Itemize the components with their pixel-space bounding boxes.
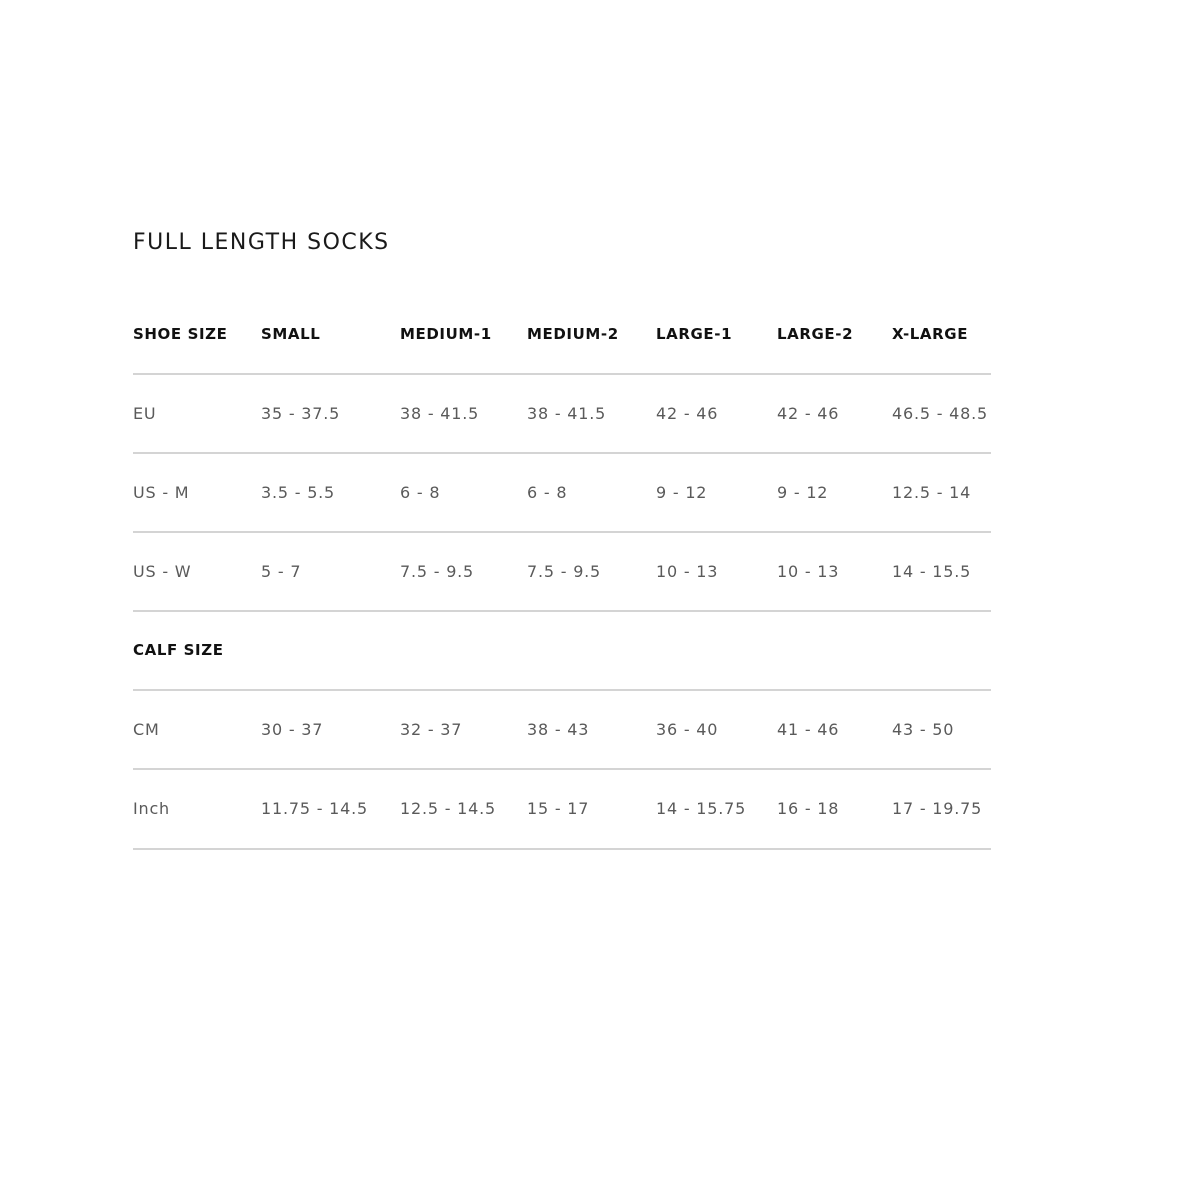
- table-cell: 10 - 13: [656, 562, 719, 581]
- row-label: US - W: [133, 562, 192, 581]
- shoe-size-header-row: [133, 296, 991, 375]
- table-cell: 6 - 8: [400, 483, 441, 502]
- table-cell: 16 - 18: [777, 799, 840, 818]
- table-cell: 43 - 50: [892, 720, 955, 739]
- table-cell: 17 - 19.75: [892, 799, 983, 818]
- table-cell: 5 - 7: [261, 562, 302, 581]
- section-header: CALF SIZE: [133, 641, 224, 659]
- table-cell: 7.5 - 9.5: [527, 562, 602, 581]
- table-cell: 6 - 8: [527, 483, 568, 502]
- table-cell: 38 - 41.5: [400, 404, 480, 423]
- table-cell: 46.5 - 48.5: [892, 404, 988, 423]
- column-header: SMALL: [261, 325, 321, 343]
- table-cell: 35 - 37.5: [261, 404, 341, 423]
- table-cell: 15 - 17: [527, 799, 590, 818]
- table-cell: 42 - 46: [656, 404, 719, 423]
- column-header: LARGE-1: [656, 325, 733, 343]
- table-cell: 30 - 37: [261, 720, 324, 739]
- table-cell: 42 - 46: [777, 404, 840, 423]
- table-cell: 14 - 15.5: [892, 562, 972, 581]
- table-cell: 12.5 - 14.5: [400, 799, 496, 818]
- table-row: [133, 454, 991, 533]
- column-header: X-LARGE: [892, 325, 969, 343]
- row-label: CM: [133, 720, 160, 739]
- table-row: [133, 770, 991, 850]
- size-chart-table: [133, 296, 991, 850]
- table-row: [133, 375, 991, 454]
- calf-size-header-row: [133, 612, 991, 691]
- row-label: Inch: [133, 799, 170, 818]
- table-cell: 38 - 41.5: [527, 404, 607, 423]
- column-header: SHOE SIZE: [133, 325, 228, 343]
- table-cell: 38 - 43: [527, 720, 590, 739]
- table-cell: 32 - 37: [400, 720, 463, 739]
- column-header: MEDIUM-2: [527, 325, 619, 343]
- table-cell: 11.75 - 14.5: [261, 799, 368, 818]
- page-title: FULL LENGTH SOCKS: [133, 230, 390, 255]
- table-cell: 41 - 46: [777, 720, 840, 739]
- table-cell: 9 - 12: [656, 483, 708, 502]
- table-cell: 7.5 - 9.5: [400, 562, 475, 581]
- table-cell: 36 - 40: [656, 720, 719, 739]
- table-cell: 10 - 13: [777, 562, 840, 581]
- table-cell: 12.5 - 14: [892, 483, 972, 502]
- table-row: [133, 533, 991, 612]
- table-row: [133, 691, 991, 770]
- table-cell: 3.5 - 5.5: [261, 483, 336, 502]
- table-cell: 9 - 12: [777, 483, 829, 502]
- column-header: LARGE-2: [777, 325, 854, 343]
- row-label: EU: [133, 404, 157, 423]
- column-header: MEDIUM-1: [400, 325, 492, 343]
- table-cell: 14 - 15.75: [656, 799, 747, 818]
- row-label: US - M: [133, 483, 190, 502]
